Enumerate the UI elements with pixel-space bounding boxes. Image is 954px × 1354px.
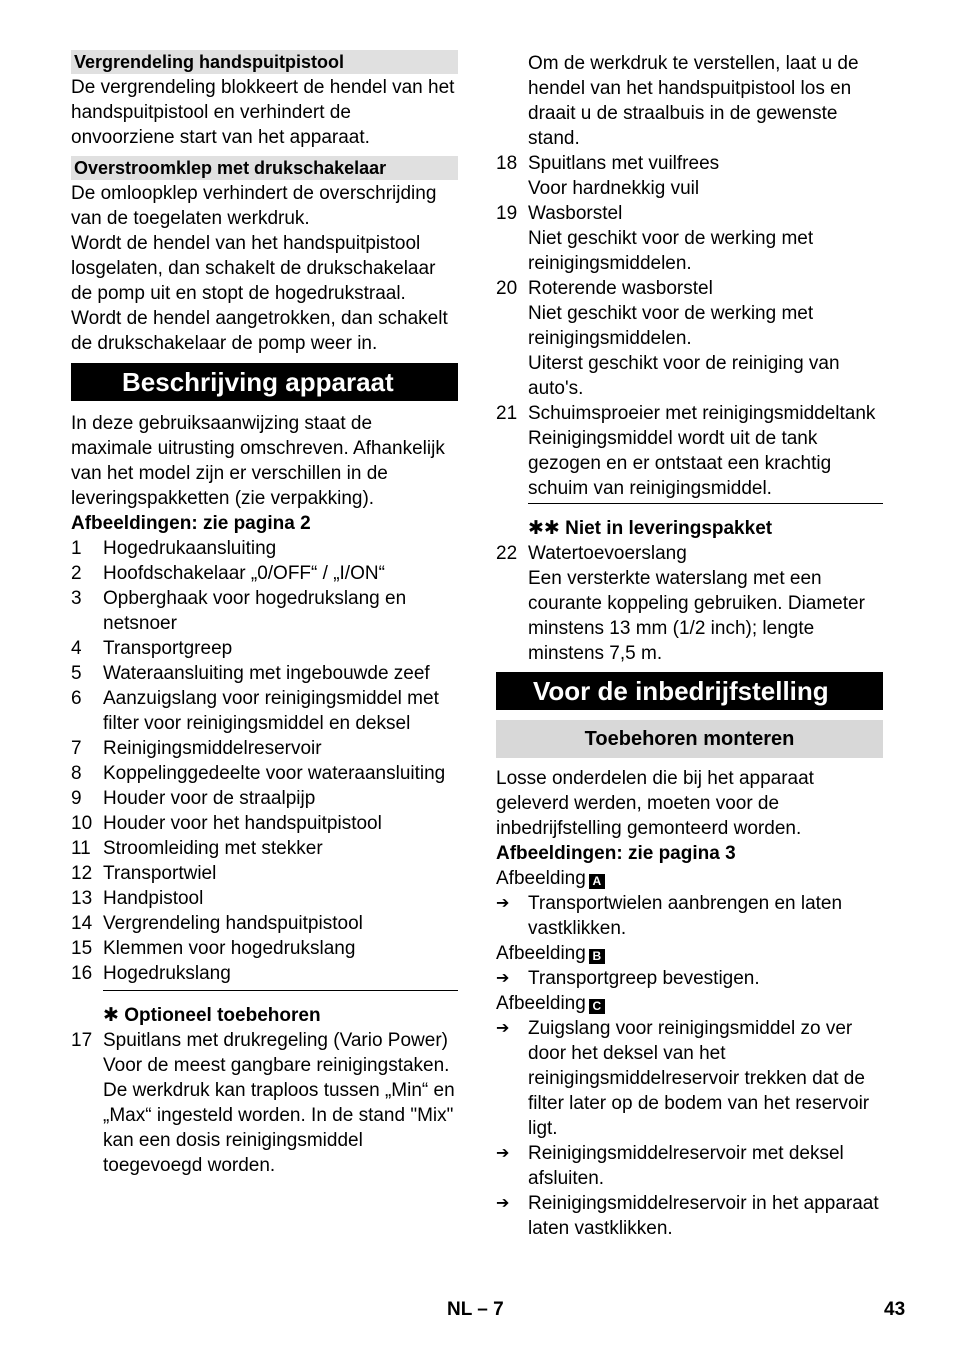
separator-line bbox=[103, 990, 458, 991]
list-item bbox=[71, 811, 458, 836]
paragraph: Wordt de hendel van het handspuitpistool losgelaten, dan schakelt de drukschakelaar de pomp uit en stopt de hogedrukstraal. bbox=[71, 233, 436, 304]
item-title: Roterende wasborstel bbox=[528, 278, 713, 299]
item-text: Reinigingsmiddelreservoir bbox=[103, 738, 322, 759]
item-text: Hogedrukaansluiting bbox=[103, 538, 277, 559]
optional-accessories-marker: ✱ Optioneel toebehoren bbox=[103, 1005, 321, 1026]
figure-badge-a: A bbox=[589, 874, 605, 889]
figure-badge-b: B bbox=[589, 949, 605, 964]
list-item bbox=[71, 786, 458, 811]
paragraph: Wordt de hendel aangetrokken, dan schakelt de drukschakelaar de pomp weer in. bbox=[71, 308, 448, 354]
item-text: Hoofdschakelaar „0/OFF“ / „I/ON“ bbox=[103, 563, 385, 584]
item-text bbox=[528, 201, 883, 276]
section-heading-vergrendeling: Vergrendeling handspuitpistool bbox=[71, 50, 458, 74]
item-number: 15 bbox=[71, 938, 93, 959]
list-item bbox=[71, 886, 458, 911]
item-number: 10 bbox=[71, 813, 93, 834]
item-title: Spuitlans met drukregeling (Vario Power) bbox=[103, 1030, 448, 1051]
item-text: Opberghaak voor hogedrukslang en netsnoer bbox=[103, 588, 407, 634]
list-item bbox=[71, 936, 458, 961]
list-item bbox=[496, 201, 883, 276]
steps-figure-c bbox=[496, 1016, 883, 1241]
list-item bbox=[71, 911, 458, 936]
item-text bbox=[528, 151, 883, 201]
figure-reference: Afbeeldingen: zie pagina 2 bbox=[71, 513, 311, 534]
step-text: Reinigingsmiddelreservoir in het apparaat laten vastklikken. bbox=[528, 1193, 879, 1239]
item-number: 18 bbox=[496, 153, 518, 174]
item-number: 8 bbox=[71, 763, 82, 784]
step-text: Transportwielen aanbrengen en laten vastklikken. bbox=[528, 893, 843, 939]
item-description: Voor de meest gangbare reinigingstaken. De werkdruk kan traploos tussen „Min“ en „Max“ ingesteld worden. In de stand "Mix" kan een dosis reinigingsmiddel toegevoegd worden. bbox=[103, 1055, 455, 1176]
figure-label-c: Afbeelding C bbox=[496, 991, 883, 1016]
step-item bbox=[496, 1141, 883, 1191]
list-item bbox=[71, 686, 458, 736]
figure-label-a: Afbeelding A bbox=[496, 866, 883, 891]
list-item bbox=[71, 961, 458, 986]
item-number: 17 bbox=[71, 1030, 93, 1051]
item-number: 7 bbox=[71, 738, 82, 759]
item-text: Hogedrukslang bbox=[103, 963, 231, 984]
list-item bbox=[71, 586, 458, 636]
item-number: 19 bbox=[496, 203, 518, 224]
item-text: Vergrendeling handspuitpistool bbox=[103, 913, 363, 934]
figure-label-b: Afbeelding B bbox=[496, 941, 883, 966]
step-item bbox=[496, 966, 883, 991]
figure-reference: Afbeeldingen: zie pagina 3 bbox=[496, 843, 736, 864]
item-title: Watertoevoerslang bbox=[528, 543, 687, 564]
list-item bbox=[496, 276, 883, 401]
step-item bbox=[496, 891, 883, 941]
paragraph: De omloopklep verhindert de overschrijding van de toegelaten werkdruk. bbox=[71, 183, 437, 229]
list-item bbox=[71, 1028, 458, 1178]
item-text: Stroomleiding met stekker bbox=[103, 838, 323, 859]
item-title: Schuimsproeier met reinigingsmiddeltank bbox=[528, 403, 876, 424]
figure-badge-c: C bbox=[589, 999, 605, 1014]
item-number: 13 bbox=[71, 888, 93, 909]
item-description: Om de werkdruk te verstellen, laat u de hendel van het handspuitpistool los en draait u de straalbuis in de gewenste stand. bbox=[528, 53, 859, 149]
item-number: 6 bbox=[71, 688, 82, 709]
item-text: Wateraansluiting met ingebouwde zeef bbox=[103, 663, 430, 684]
separator-line bbox=[528, 503, 883, 504]
footer-language-page: NL – 7 bbox=[447, 1299, 504, 1320]
list-item bbox=[71, 561, 458, 586]
item-text bbox=[528, 541, 883, 666]
item-number: 16 bbox=[71, 963, 93, 984]
item-text: Handpistool bbox=[103, 888, 204, 909]
item-number: 9 bbox=[71, 788, 82, 809]
left-column bbox=[71, 50, 458, 1178]
list-item bbox=[71, 661, 458, 686]
item-text: Transportgreep bbox=[103, 638, 233, 659]
item-description: Een versterkte waterslang met een courante koppeling gebruiken. Diameter minstens 13 mm (1/2 inch); lengte minstens 7,5 m. bbox=[528, 568, 865, 664]
item-text bbox=[528, 401, 883, 501]
list-item bbox=[496, 541, 883, 666]
item-number: 2 bbox=[71, 563, 82, 584]
item-number: 20 bbox=[496, 278, 518, 299]
not-included-marker: ✱✱ Niet in leveringspakket bbox=[528, 518, 773, 539]
paragraph: In deze gebruiksaanwijzing staat de maximale uitrusting omschreven. Afhankelijk van het model zijn er verschillen in de leveringspakketten (zie verpakking). bbox=[71, 413, 445, 509]
arrow-icon: ➔ bbox=[496, 970, 510, 987]
right-column bbox=[496, 51, 883, 1241]
list-item bbox=[71, 636, 458, 661]
item-description: Uiterst geschikt voor de reiniging van auto's. bbox=[528, 353, 840, 399]
footer-page-number: 43 bbox=[884, 1299, 906, 1320]
step-item bbox=[496, 1191, 883, 1241]
item-text bbox=[528, 276, 883, 401]
item-description: Niet geschikt voor de werking met reinigingsmiddelen. bbox=[528, 303, 814, 349]
list-item bbox=[496, 401, 883, 501]
step-text: Transportgreep bevestigen. bbox=[528, 968, 760, 989]
arrow-icon: ➔ bbox=[496, 895, 510, 912]
list-item bbox=[71, 836, 458, 861]
item-text: Houder voor de straalpijp bbox=[103, 788, 316, 809]
item-description: Voor hardnekkig vuil bbox=[528, 178, 700, 199]
list-item bbox=[71, 861, 458, 886]
item-number: 3 bbox=[71, 588, 82, 609]
item-description: Reinigingsmiddel wordt uit de tank gezogen en er ontstaat een krachtig schuim van reinigingsmiddel. bbox=[528, 428, 832, 499]
steps-figure-b bbox=[496, 966, 883, 991]
item-number: 11 bbox=[71, 838, 91, 859]
step-text: Zuigslang voor reinigingsmiddel zo ver door het deksel van het reinigingsmiddelreservoir trekken dat de filter later op de bodem van het reservoir ligt. bbox=[528, 1018, 870, 1139]
item-text: Aanzuigslang voor reinigingsmiddel met filter voor reinigingsmiddel en deksel bbox=[103, 688, 439, 734]
accessory-list bbox=[496, 151, 883, 501]
item-number: 4 bbox=[71, 638, 82, 659]
steps-figure-a bbox=[496, 891, 883, 941]
item-number: 14 bbox=[71, 913, 93, 934]
item-number: 1 bbox=[71, 538, 82, 559]
item-number: 12 bbox=[71, 863, 93, 884]
item-description: Niet geschikt voor de werking met reinigingsmiddelen. bbox=[528, 228, 814, 274]
item-number: 22 bbox=[496, 543, 518, 564]
arrow-icon: ➔ bbox=[496, 1145, 510, 1162]
item-number: 21 bbox=[496, 403, 518, 424]
chapter-heading-beschrijving: Beschrijving apparaat bbox=[71, 363, 458, 401]
item-text bbox=[103, 1028, 458, 1178]
item-text: Houder voor het handspuitpistool bbox=[103, 813, 382, 834]
arrow-icon: ➔ bbox=[496, 1195, 510, 1212]
list-item bbox=[71, 761, 458, 786]
list-item bbox=[496, 151, 883, 201]
step-item bbox=[496, 1016, 883, 1141]
chapter-heading-inbedrijfstelling: Voor de inbedrijfstelling bbox=[496, 672, 883, 710]
step-text: Reinigingsmiddelreservoir met deksel afsluiten. bbox=[528, 1143, 844, 1189]
item-title: Wasborstel bbox=[528, 203, 623, 224]
item-text: Klemmen voor hogedrukslang bbox=[103, 938, 356, 959]
component-list bbox=[71, 536, 458, 986]
section-heading-overstroomklep: Overstroomklep met drukschakelaar bbox=[71, 156, 458, 180]
item-title: Spuitlans met vuilfrees bbox=[528, 153, 720, 174]
paragraph: De vergrendeling blokkeert de hendel van het handspuitpistool en verhindert de onvoorziene start van het apparaat. bbox=[71, 77, 455, 148]
section-heading-toebehoren: Toebehoren monteren bbox=[496, 720, 883, 758]
paragraph: Losse onderdelen die bij het apparaat geleverd werden, moeten voor de inbedrijfstelling gemonteerd worden. bbox=[496, 768, 814, 839]
list-item bbox=[71, 536, 458, 561]
item-text: Koppelinggedeelte voor wateraansluiting bbox=[103, 763, 446, 784]
list-item bbox=[71, 736, 458, 761]
list-item-continuation bbox=[496, 51, 883, 151]
arrow-icon: ➔ bbox=[496, 1020, 510, 1037]
item-text: Transportwiel bbox=[103, 863, 217, 884]
item-number: 5 bbox=[71, 663, 82, 684]
